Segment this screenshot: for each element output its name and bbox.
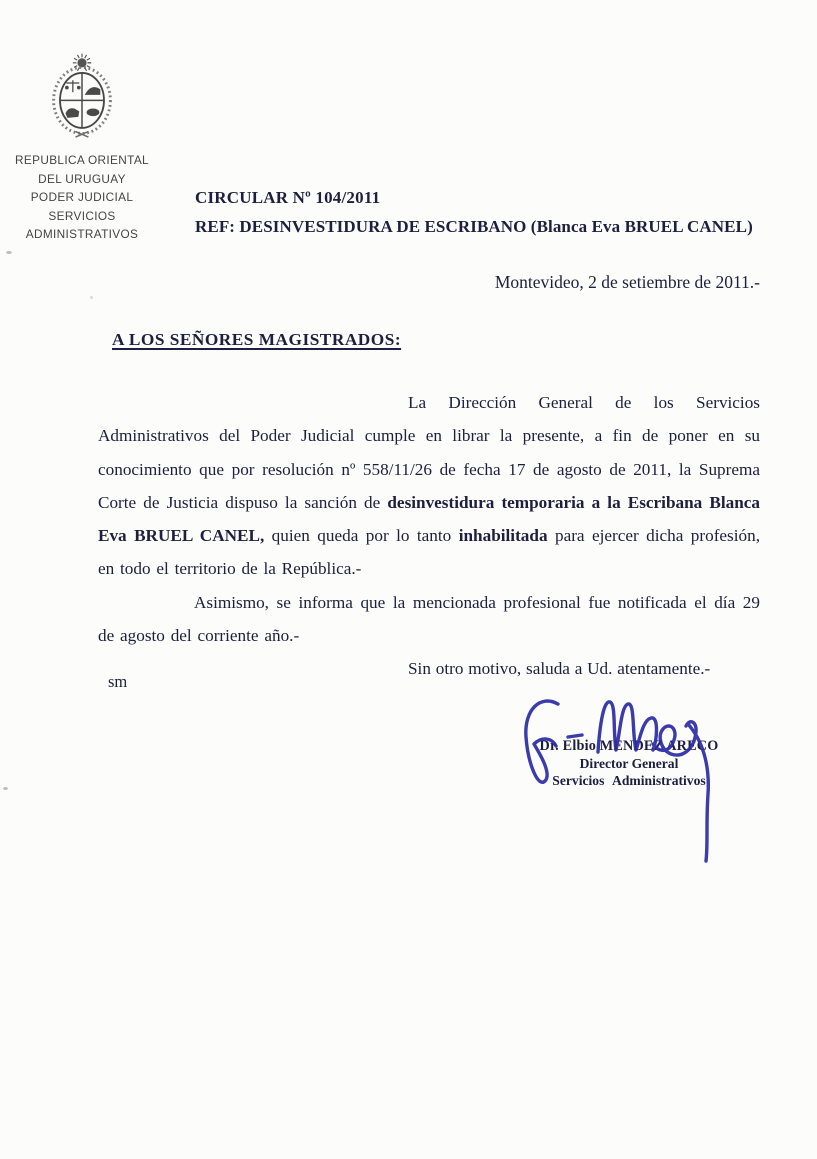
signer-department: Servicios Administrativos: [552, 773, 706, 788]
p1-text-3: para ejercer dicha profesión, en todo el territorio de la República.-: [98, 526, 761, 579]
coat-of-arms-icon: [36, 50, 128, 143]
letterhead-line-uruguay: DEL URUGUAY: [38, 171, 126, 186]
signature-block: [533, 738, 725, 789]
dateline: Montevideo, 2 de setiembre de 2011.-: [494, 272, 760, 292]
p1-text: La Dirección General de los Servicios Administrativos del Poder Judicial cumple en librar la presente, a fin de poner en su conocimiento que por resolución nº 558/11/26 de fecha 17 de agosto de 2011, la Suprema Corte de Justicia dispuso la sanción de: [98, 393, 760, 512]
letterhead-line-republica: REPUBLICA ORIENTAL: [15, 153, 149, 167]
letter-body: [98, 386, 760, 686]
circular-number: CIRCULAR Nº 104/2011: [195, 188, 381, 207]
signer-title: Director General: [579, 756, 679, 771]
clerk-initials: sm: [108, 672, 128, 691]
scan-speck: [90, 296, 93, 299]
letterhead-line-poder-judicial: PODER JUDICIAL: [30, 190, 134, 204]
p1-text-2: quien queda por lo tanto: [264, 526, 459, 546]
letterhead-line-servicios: SERVICIOS: [48, 208, 116, 223]
salutation: A LOS SEÑORES MAGISTRADOS:: [112, 330, 402, 349]
closing-line: Sin otro motivo, saluda a Ud. atentamente.-: [408, 659, 711, 679]
scan-speck: [6, 251, 12, 254]
paragraph-1: [98, 386, 760, 586]
letterhead-line-administrativos: ADMINISTRATIVOS: [25, 227, 139, 241]
scan-speck: [3, 787, 8, 790]
signer-name: Dr. Elbio MENDEZ ARECO: [539, 738, 719, 754]
header-block: [195, 188, 755, 237]
p1-bold-inhabilitada: inhabilitada: [458, 526, 548, 546]
p1-bold-sanction: desinvestidura temporaria a la Escribana Blanca Eva BRUEL CANEL,: [98, 492, 760, 546]
letterhead: [3, 50, 161, 244]
paragraph-2: Asimismo, se informa que la mencionada profesional fue notificada el día 29 de agosto del corriente año.-: [98, 592, 760, 646]
reference-line: REF: DESINVESTIDURA DE ESCRIBANO (Blanca Eva BRUEL CANEL): [195, 217, 753, 236]
